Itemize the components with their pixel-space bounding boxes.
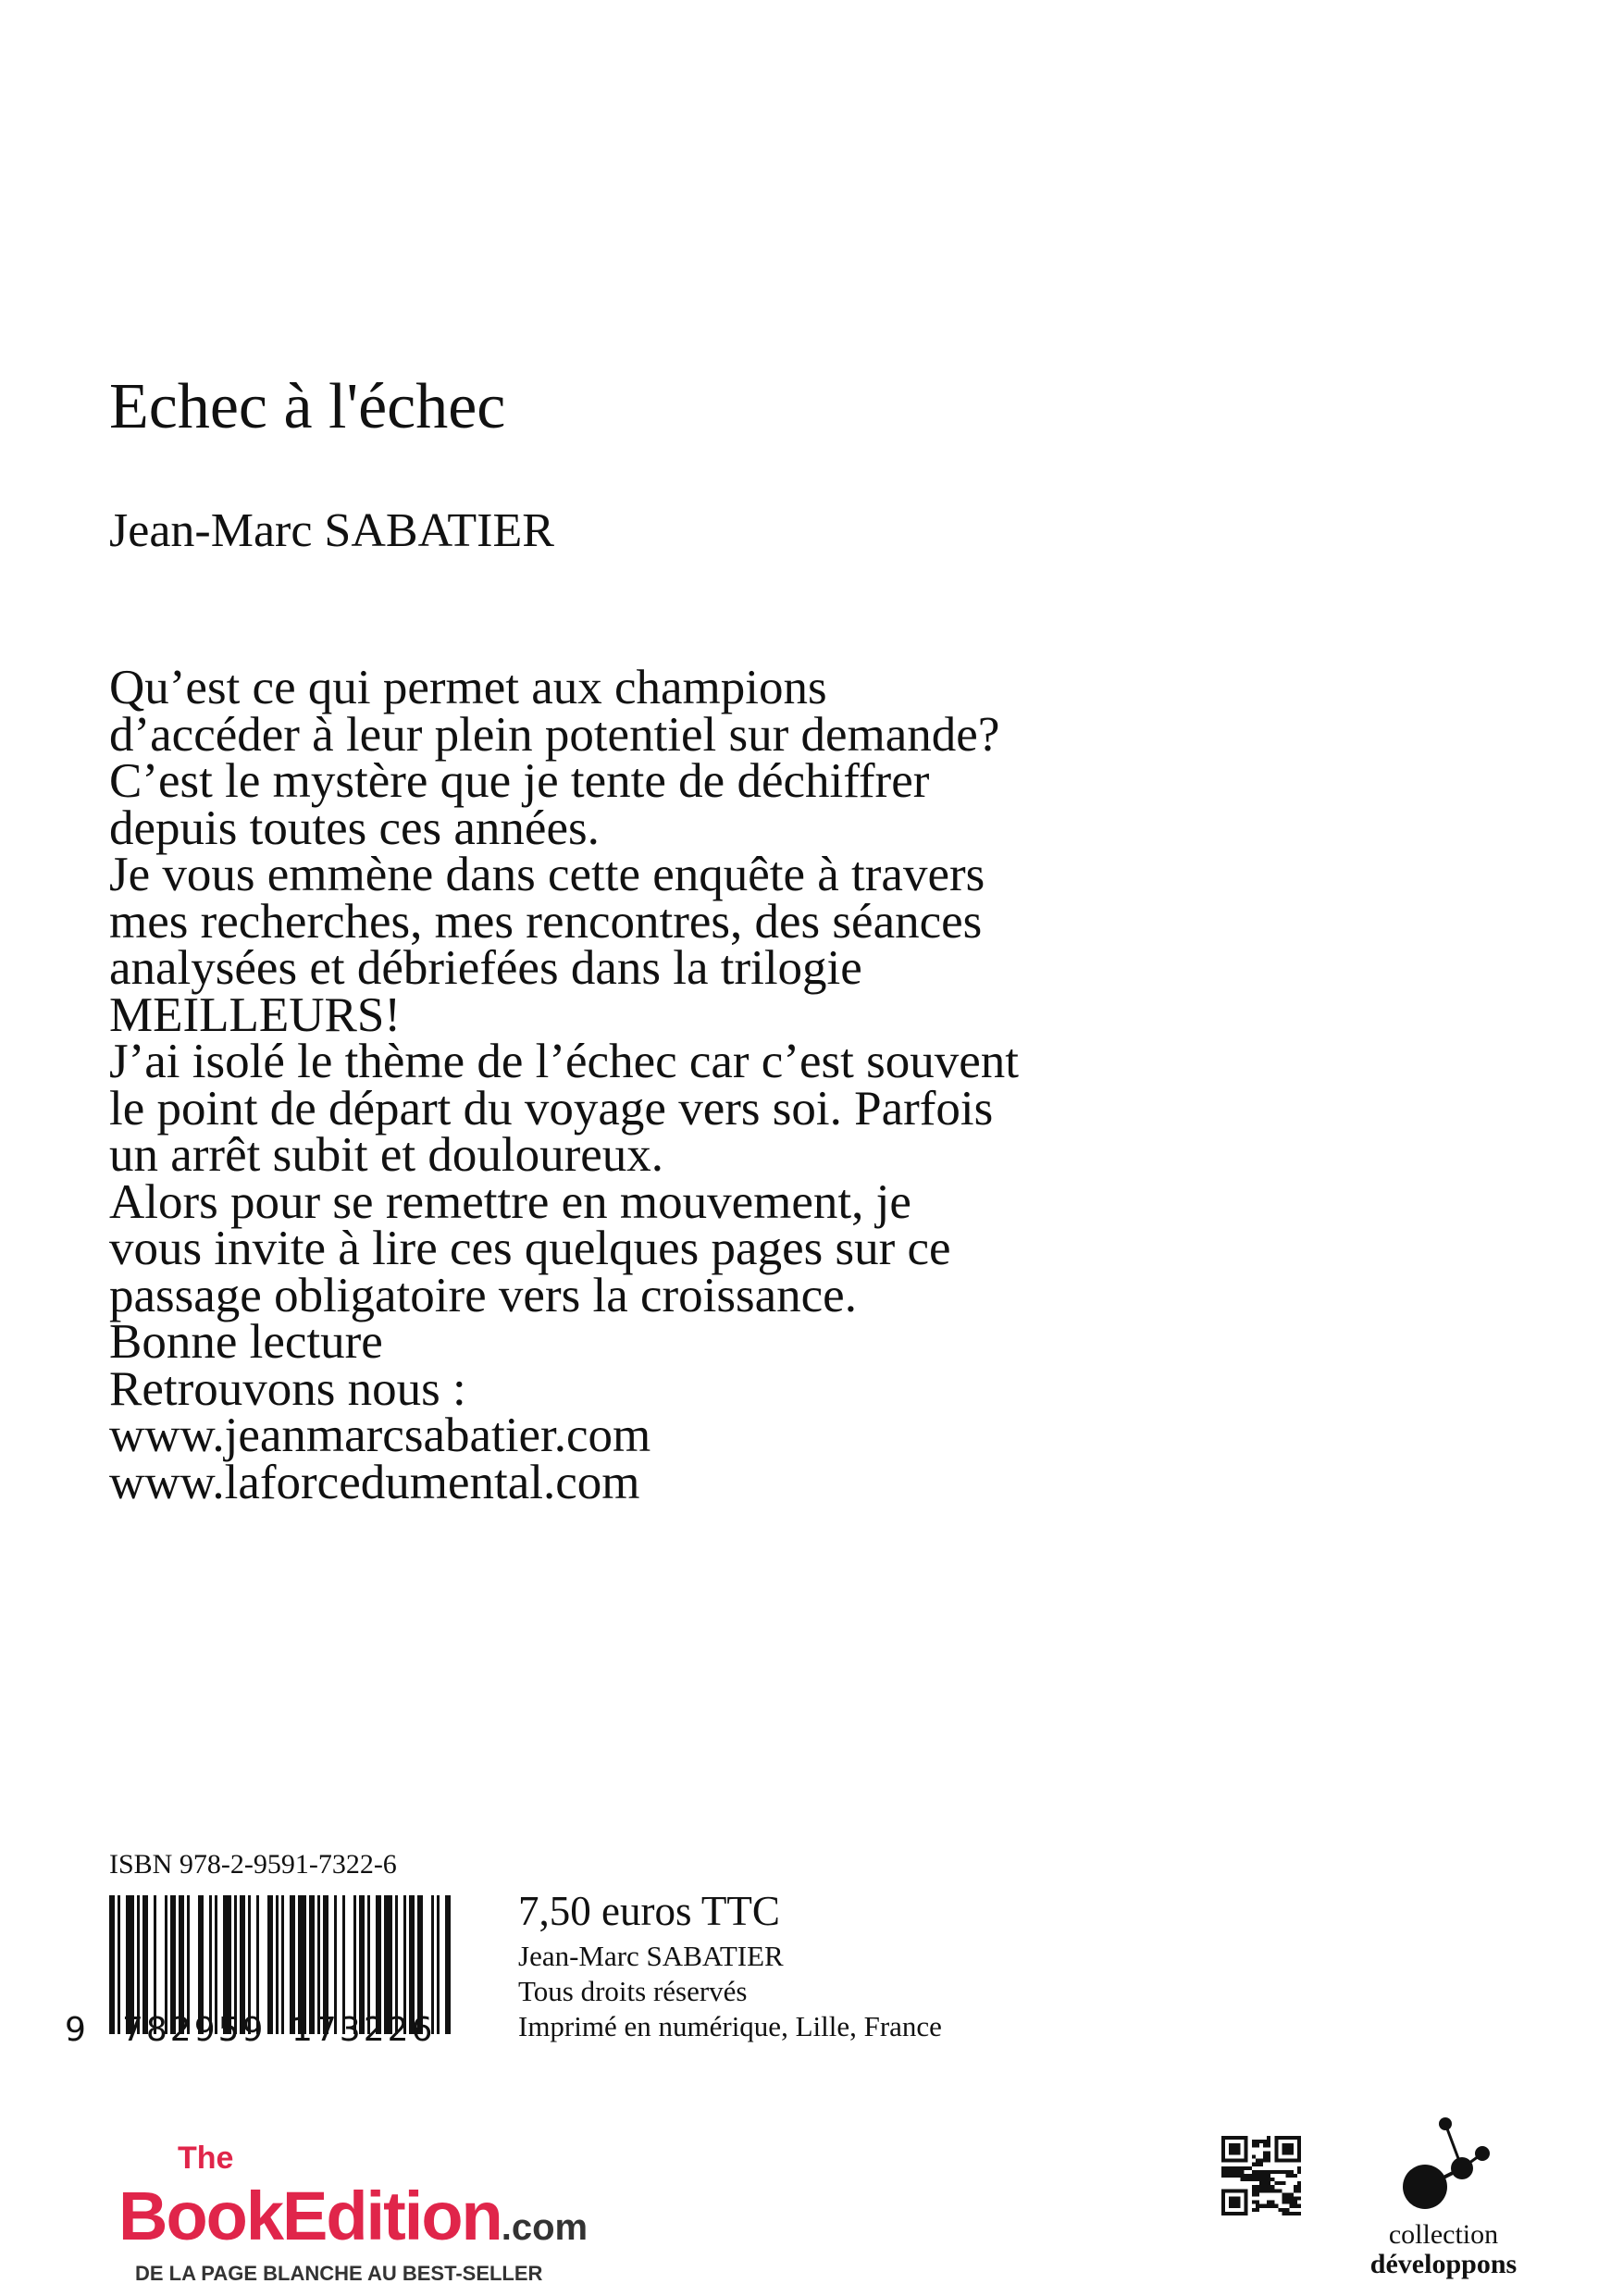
book-author: Jean-Marc SABATIER: [109, 504, 554, 557]
blurb-line: d’accéder à leur plein potentiel sur demande?: [109, 707, 1000, 762]
bookedition-logo[interactable]: [118, 2141, 674, 2293]
publisher-author: Jean-Marc SABATIER: [518, 1940, 784, 1972]
blurb-line: vous invite à lire ces quelques pages sur ce: [109, 1222, 951, 1275]
logo-com-text: .com: [501, 2207, 588, 2248]
barcode-digit-group: 173226: [291, 2011, 436, 2049]
collection-label: [1332, 2221, 1555, 2279]
blurb-link-website[interactable]: www.jeanmarcsabatier.com: [109, 1409, 651, 1462]
logo-book-text: BookEdition: [118, 2178, 502, 2254]
book-title: Echec à l'échec: [109, 371, 506, 442]
blurb-line: Qu’est ce qui permet aux champions: [109, 661, 827, 714]
blurb-line: passage obligatoire vers la croissance.: [109, 1268, 857, 1322]
qr-code-icon[interactable]: [1221, 2136, 1301, 2215]
blurb-line: Alors pour se remettre en mouvement, je: [109, 1174, 911, 1229]
collection-word: collection: [1388, 2219, 1499, 2250]
molecule-icon: [1388, 2115, 1499, 2216]
price-label: 7,50 euros TTC: [518, 1888, 780, 1934]
logo-the: The: [178, 2141, 234, 2176]
blurb-line: analysées et débriefées dans la trilogie: [109, 941, 862, 995]
blurb-line: Je vous emmène dans cette enquête à travers: [109, 848, 985, 901]
publisher-info: [518, 1939, 942, 2044]
collection-name: développons: [1369, 2249, 1518, 2279]
blurb-line: MEILLEURS!: [109, 987, 402, 1042]
blurb-line: depuis toutes ces années.: [109, 800, 600, 855]
blurb-line: mes recherches, mes rencontres, des séances: [109, 894, 983, 949]
blurb-line: Retrouvons nous :: [109, 1361, 466, 1416]
logo-wordmark: [118, 2178, 588, 2254]
publisher-rights: Tous droits réservés: [518, 1975, 748, 2007]
blurb-line: le point de départ du voyage vers soi. Parfois: [109, 1081, 994, 1136]
logo-tagline: DE LA PAGE BLANCHE AU BEST-SELLER: [135, 2262, 543, 2285]
publisher-printed: Imprimé en numérique, Lille, France: [518, 2010, 942, 2042]
barcode-digit-group: 782959: [122, 2011, 266, 2049]
barcode-digits: [65, 2011, 453, 2051]
isbn-label: ISBN 978-2-9591-7322-6: [109, 1849, 397, 1880]
barcode-digit-lead: 9: [65, 2011, 86, 2049]
blurb-line: C’est le mystère que je tente de déchiffrer: [109, 754, 930, 808]
blurb-line: Bonne lecture: [109, 1315, 383, 1369]
blurb-line: J’ai isolé le thème de l’échec car c’est souvent: [109, 1035, 1019, 1088]
blurb-link-website[interactable]: www.laforcedumental.com: [109, 1455, 640, 1509]
blurb-line: un arrêt subit et douloureux.: [109, 1128, 664, 1182]
back-cover-blurb: [109, 661, 1312, 1509]
